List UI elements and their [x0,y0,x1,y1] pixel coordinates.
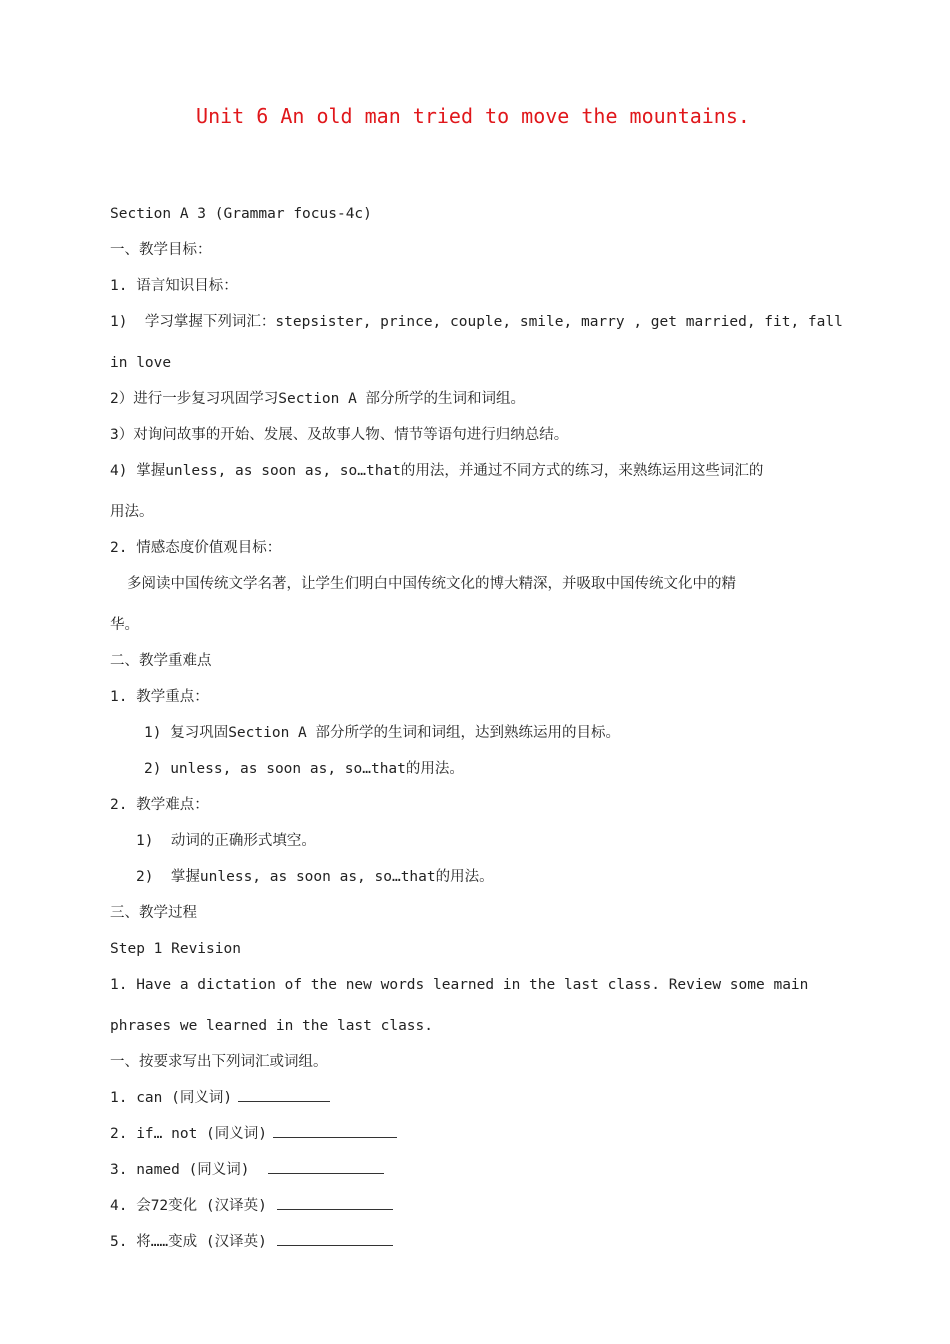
section-label: Section A 3 (Grammar focus-4c) [110,206,372,222]
key-point-1: 1) 复习巩固Section A 部分所学的生词和词组，达到熟练运用的目标。 [144,725,620,741]
answer-blank[interactable] [277,1195,393,1210]
attitude-goal-line1: 多阅读中国传统文学名著，让学生们明白中国传统文化的博大精深，并吸取中国传统文化中的精 [127,576,736,592]
step1-instruction-line1: 1. Have a dictation of the new words learned in the last class. Review some main [110,977,809,993]
key-point-2: 2) unless, as soon as, so…that的用法。 [144,761,464,777]
vocabulary-goal-line2: in love [110,355,172,371]
exercise-item-label: 4. 会72变化 (汉译英) [110,1198,267,1214]
answer-blank[interactable] [238,1087,330,1102]
answer-blank[interactable] [273,1123,397,1138]
exercise-item [110,1123,397,1145]
attitude-goal-line2: 华。 [110,617,139,633]
difficult-point-2: 2) 掌握unless, as soon as, so…that的用法。 [136,869,494,885]
vocabulary-goal-line1: 1) 学习掌握下列词汇：stepsister, prince, couple, smile, marry , get married, fit, fall [110,314,843,330]
exercise-heading: 一、按要求写出下列词汇或词组。 [110,1054,328,1070]
exercise-item [110,1159,384,1181]
answer-blank[interactable] [268,1159,384,1174]
step1-heading: Step 1 Revision [110,941,241,957]
exercise-item [110,1195,393,1217]
exercise-item-label: 3. named (同义词) [110,1162,250,1178]
review-goal: 2）进行一步复习巩固学习Section A 部分所学的生词和词组。 [110,391,526,407]
exercise-item-label: 5. 将……变成 (汉译英) [110,1234,267,1250]
attitude-goals-heading: 2. 情感态度价值观目标： [110,540,282,556]
knowledge-goals-heading: 1. 语言知识目标： [110,278,238,294]
exercise-item-label: 2. if… not (同义词) [110,1126,267,1142]
key-points-subheading: 1. 教学重点： [110,689,209,705]
answer-blank[interactable] [277,1231,393,1246]
key-difficult-heading: 二、教学重难点 [110,653,212,669]
step1-instruction-line2: phrases we learned in the last class. [110,1018,434,1034]
difficult-points-subheading: 2. 教学难点： [110,797,209,813]
teaching-goals-heading: 一、教学目标： [110,242,212,258]
summary-goal: 3）对询问故事的开始、发展、及故事人物、情节等语句进行归纳总结。 [110,427,569,443]
exercise-item [110,1087,330,1109]
grammar-goal-line2: 用法。 [110,504,154,520]
document-title: Unit 6 An old man tried to move the mountains. [196,104,750,128]
exercise-item [110,1231,393,1253]
teaching-process-heading: 三、教学过程 [110,905,197,921]
grammar-goal-line1: 4) 掌握unless, as soon as, so…that的用法，并通过不同方式的练习，来熟练运用这些词汇的 [110,463,764,479]
exercise-item-label: 1. can (同义词) [110,1090,233,1106]
difficult-point-1: 1) 动词的正确形式填空。 [136,833,316,849]
